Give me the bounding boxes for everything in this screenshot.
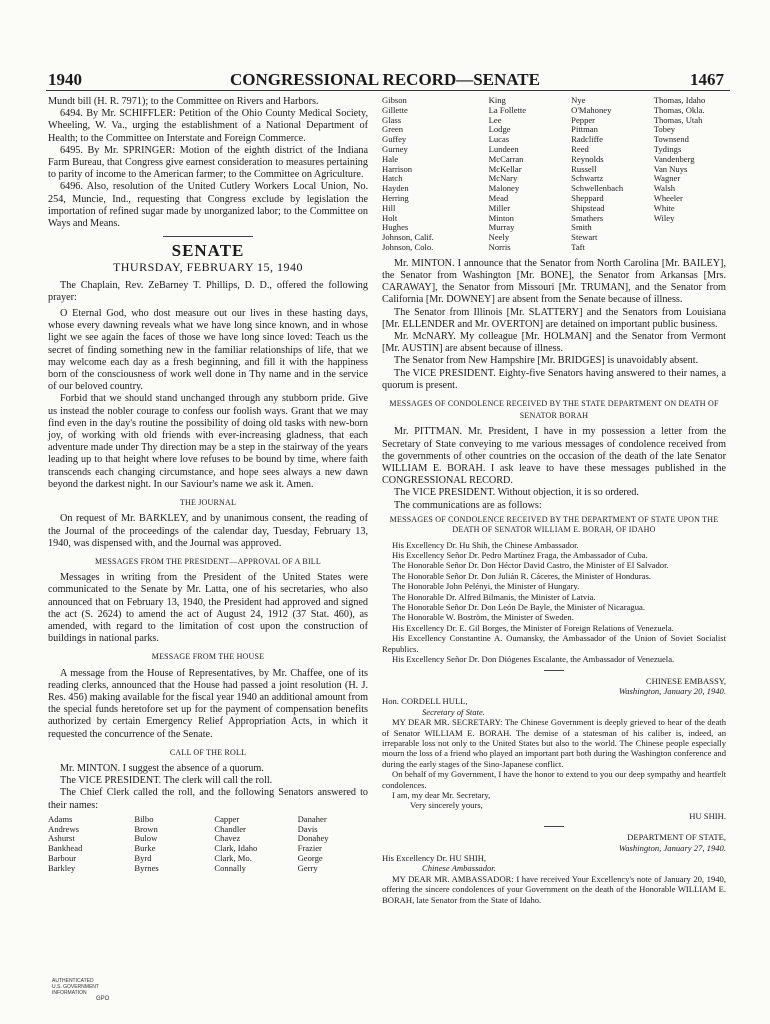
senator-name: Lucas [488,134,510,145]
senator-name: Lee [488,114,502,125]
senator-name: Lundeen [488,143,519,154]
senator-name: Gibson [382,95,407,105]
paragraph-roll-1: Mr. MINTON. I suggest the absence of a quorum. [60,762,264,774]
paragraph-6496: 6496. Also, resolution of the United Cutlery Workers Local Union, No. 254, Muncie, Ind., requesting that Congress exclude by legislation the importation of refined sugar made by unorganized labor; to the Committee on Ways and Means. [48,181,368,230]
paragraph-roll-3: The Chief Clerk called the roll, and the following Senators answered to their names: [48,787,368,811]
condolence-heading: MESSAGES OF CONDOLENCE RECEIVED BY THE STATE DEPARTMENT ON DEATH OF SENATOR BORAH [389,398,719,421]
paragraph-vice-president-2: The VICE PRESIDENT. Without objection, it is so ordered. [394,487,639,499]
session-date: THURSDAY, FEBRUARY 15, 1940 [112,260,304,275]
senator-name: Russell [571,163,597,174]
senator-name: Thomas, Okla. [653,104,705,115]
paragraph-minton: Mr. MINTON. I announce that the Senator from North Carolina [Mr. BAILEY], the Senator from Washington [Mr. BONE], the Senator from Arkansas [Mrs. CARAWAY], the Senator from Missouri [Mr. TRUMAN], and the Senator from California [Mr. DOWNEY] are absent from the Senate because of illness. [382,257,726,306]
senator-name: Barkley [48,862,76,873]
senator-name: Mead [488,192,509,203]
paragraph-prayer-1: O Eternal God, who dost measure out our lives in these hasting days, whose every dawning reveals what we have long since known, and in whose light we see again the faces of those we have long since loved: Teach us the secret of finding something new in the familiar relationships of life, that we may welcome each day as a fresh beginning, and fill it with the happiness born of the consciousness of work well done in Thy name and in the service of our beloved country. [48,308,368,393]
letter-divider [544,670,564,671]
senator-name: Davis [297,823,318,834]
names-col-8 [654,96,726,253]
senator-name: McCarran [488,153,524,164]
senator-name: Johnson, Calif. [382,232,434,243]
list-item: The Honorable John Pelényi, the Minister of Hungary. [392,581,580,592]
senator-name: Hughes [382,222,409,233]
letter-2-place: DEPARTMENT OF STATE, [627,832,726,843]
senator-name: Walsh [653,183,675,194]
letter-2-addressee: His Excellency Dr. HU SHIH, [382,853,487,863]
paragraph-illinois: The Senator from Illinois [Mr. SLATTERY] and the Senators from Louisiana [Mr. ELLENDER and Mr. OVERTON] are detained on important public business. [382,306,726,330]
senator-name: Bankhead [48,843,83,854]
list-item: His Excellency Constantine A. Oumansky, the Ambassador of the Union of Soviet Socialist Republics. [382,633,726,654]
senator-name: Taft [571,241,585,252]
senator-name: Gurney [382,143,408,154]
senator-name: Holt [382,212,398,223]
senator-name: Sheppard [571,192,604,203]
senator-name: Wiley [653,212,675,223]
paragraph-journal: On request of Mr. BARKLEY, and by unanimous consent, the reading of the Journal of the proceedings of the calendar day, Tuesday, February 13, 1940, was dispensed with, and the Journal was approved. [48,513,368,549]
letter-1-dateline: Washington, January 20, 1940. [618,685,726,696]
senator-name: Chavez [214,833,241,844]
senator-name: Connally [214,862,246,873]
paragraph-mundt: Mundt bill (H. R. 7971); to the Committee on Rivers and Harbors. [48,96,319,107]
senator-name: Frazier [297,843,322,854]
condolence-messages [382,515,726,905]
paragraph-6494: 6494. By Mr. SCHIFFLER: Petition of the Ohio County Medical Society, Wheeling, W. Va., urging the establishment of a National Department of Health; to the Committee on Interstate and Foreign Commerce. [48,108,368,144]
senator-name: Glass [382,114,402,125]
senate-heading: SENATE [171,241,245,261]
senator-name: Green [382,124,403,135]
letter-1-body: MY DEAR MR. SECRETARY: The Chinese Government is deeply grieved to hear of the death of Senator WILLIAM E. BORAH. The demise of a statesman of his caliber is, indeed, an irreparable loss not only to the United States but also to the world. The Chinese people especially mourn the loss of a friend who played an important part both during the Washington conference and during the early stages of the Sino-Japanese conflict. [382,717,726,769]
senator-name: O'Mahoney [571,104,612,115]
condolence-list-heading: MESSAGES OF CONDOLENCE RECEIVED BY THE DEPARTMENT OF STATE UPON THE DEATH OF SENATOR WILLIAM E. BORAH, OF IDAHO [389,514,719,535]
stamp-gpo: GPO [96,996,110,1002]
senator-name: Donahey [297,833,329,844]
header-year: 1940 [48,70,82,89]
letter-2-dateline: Washington, January 27, 1940. [618,842,726,853]
letter-divider [544,826,564,827]
senator-name: Tydings [653,143,682,154]
senator-name: Pittman [571,124,598,135]
header-title: CONGRESSIONAL RECORD—SENATE [229,70,540,89]
stamp-line: U.S. GOVERNMENT [52,984,99,990]
journal-heading: THE JOURNAL [179,498,237,508]
paragraph-vice-president-1: The VICE PRESIDENT. Eighty-five Senators having answered to their names, a quorum is present. [382,367,726,391]
senator-name: Guffey [382,134,407,145]
senator-name: Reynolds [571,153,604,164]
senator-name: Bulow [134,833,158,844]
paragraph-prayer-2: Forbid that we should stand unchanged through any stubborn pride. Give us instead the nobler courage to confess our foolish ways. Grant that we may find even in the day's routine the possibility of doing old tasks with new-born joy, of working with old friends with ever-increasing gladness, that each adventure made under Thy direction may be a step in the stairway of the years leading up to that height where love refuses to be bound by time, where faith transcends each changing circumstance, and hope sees always a new dawn beyond the darkest night. In our Saviour's name we ask it. Amen. [48,393,368,490]
paragraph-roll-2: The VICE PRESIDENT. The clerk will call the roll. [60,775,273,787]
senator-name: Hatch [382,173,403,184]
list-item: The Honorable Señor Dr. Don León De Bayle, the Minister of Nicaragua. [392,602,645,613]
senator-name: Norris [488,241,511,252]
senator-name: Minton [488,212,514,223]
senator-name: Hayden [382,183,409,194]
paragraph-house: A message from the House of Representatives, by Mr. Chaffee, one of its reading clerks, announced that the House had passed a joint resolution (H. J. Res. 456) making available for the fiscal year 1940 an additional amount from the special funds heretofore set up for the payment of compensation benefits authorized by certain Emergency Relief Appropriation Acts, in which it requested the concurrence of the Senate. [48,667,368,740]
names-col-3 [214,815,297,874]
header-page-number: 1467 [690,70,724,89]
roll-heading: CALL OF THE ROLL [169,747,247,757]
senator-name: Clark, Idaho [214,843,258,854]
paragraph-chaplain: The Chaplain, Rev. ZeBarney T. Phillips, D. D., offered the following prayer: [48,279,368,303]
senator-name: Thomas, Utah [653,114,703,125]
letter-2-body: MY DEAR MR. AMBASSADOR: I have received Your Excellency's note of January 20, 1940, offering the sincere condolences of your Government on the death of the Honorable WILLIAM E. BORAH, late Senator from the State of Idaho. [382,873,726,905]
senator-name: Nye [571,95,586,105]
senator-name: Tobey [653,124,676,135]
header-rule [46,90,730,91]
senator-name: Ashurst [48,833,75,844]
list-item: The Honorable Señor Dr. Don Héctor David Castro, the Minister of El Salvador. [392,560,669,571]
senator-name: Clark, Mo. [214,852,252,863]
list-item: His Excellency Señor Dr. Pedro Martínez Fraga, the Ambassador of Cuba. [392,550,648,561]
senator-name: Maloney [488,183,520,194]
senator-name: Barbour [48,852,77,863]
letter-1-body: On behalf of my Government, I have the honor to extend to you our deep sympathy and heartfelt condolences. [382,769,726,790]
list-item: The Honorable Dr. Alfred Bilmanis, the Minister of Latvia. [392,591,596,602]
senator-name: Johnson, Colo. [382,241,434,252]
paragraph-communications: The communications are as follows: [394,499,542,511]
senator-name: Van Nuys [653,163,688,174]
senator-name: Wheeler [653,192,683,203]
house-heading: MESSAGE FROM THE HOUSE [151,652,265,662]
right-column [382,96,726,905]
senator-name: Gerry [297,862,318,873]
senator-name: Hale [382,153,399,164]
list-item: His Excellency Dr. Hu Shih, the Chinese Ambassador. [392,539,579,550]
roll-names-left [48,815,368,874]
names-col-7 [571,96,654,253]
paragraph-bridges: The Senator from New Hampshire [Mr. BRIDGES] is unavoidably absent. [394,355,699,367]
names-col-5 [382,96,489,253]
senator-name: McKellar [488,163,522,174]
senator-name: Andrews [48,823,80,834]
senator-name: Byrnes [134,862,159,873]
senator-name: Schwartz [571,173,604,184]
senator-name: Chandler [214,823,246,834]
section-rule [163,236,253,237]
list-item: The Honorable W. Boström, the Minister of Sweden. [392,612,574,623]
senator-name: Townsend [653,134,689,145]
senator-name: Schwellenbach [571,183,624,194]
stamp-line: INFORMATION [52,990,87,996]
roll-names-right [382,96,726,253]
left-column [48,96,368,874]
senator-name: White [653,202,675,213]
senator-name: Gillette [382,104,408,115]
senator-name: Bilbo [134,813,154,824]
messages-heading: MESSAGES FROM THE PRESIDENT—APPROVAL OF A BILL [95,556,321,566]
senator-name: Murray [488,222,515,233]
letter-1-addressee-title: Secretary of State. [422,706,485,717]
senator-name: Miller [488,202,511,213]
senator-name: Hill [382,202,396,213]
gpo-authentication-stamp [52,978,132,1002]
names-col-6 [489,96,572,253]
stamp-line: AUTHENTICATED [52,978,94,984]
paragraph-6495: 6495. By Mr. SPRINGER: Motion of the eighth district of the Indiana Farm Bureau, that Congress give earnest consideration to measures pertaining to parity of income to the American farmer; to the Committee on Agriculture. [48,144,368,181]
names-col-2 [134,815,214,874]
senator-name: Burke [134,843,156,854]
paragraph-mcnary: Mr. McNARY. My colleague [Mr. HOLMAN] and the Senator from Vermont [Mr. AUSTIN] are absent because of illness. [382,330,726,355]
senator-name: Smathers [571,212,604,223]
senator-name: Neely [488,232,510,243]
senator-name: Wagner [653,173,681,184]
list-item: His Excellency Dr. E. Gil Borges, the Minister of Foreign Relations of Venezuela. [392,622,674,633]
senator-name: Byrd [134,852,152,863]
letter-1-addressee: Hon. CORDELL HULL, [382,696,468,707]
senator-name: Capper [214,813,240,824]
senator-name: Stewart [571,232,598,243]
letter-2-addressee-title: Chinese Ambassador. [422,863,496,874]
letter-1-signature: HU SHIH. [689,810,726,821]
letter-1-closing: Very sincerely yours, [410,800,483,811]
senator-name: Harrison [382,163,413,174]
senator-name: Adams [48,813,73,824]
senator-name: George [297,852,323,863]
senator-name: Pepper [571,114,596,125]
senator-name: Smith [571,222,592,233]
letter-1-body: I am, my dear Mr. Secretary, [392,789,491,800]
paragraph-pittman: Mr. PITTMAN. Mr. President, I have in my possession a letter from the Secretary of State conveying to me various messages of condolence received from the governments of other countries on the occasion of the death of the late Senator WILLIAM E. BORAH. I ask leave to have these messages published in the CONGRESSIONAL RECORD. [382,426,726,487]
letter-1-place: CHINESE EMBASSY, [645,675,726,686]
senator-name: Reed [571,143,589,154]
senator-name: La Follette [488,104,527,115]
senator-name: McNary [488,173,518,184]
list-item: The Honorable Señor Dr. Don Julián R. Cáceres, the Minister of Honduras. [392,570,651,581]
senator-name: Thomas, Idaho [653,95,706,105]
names-col-1 [48,815,134,874]
senator-name: Radcliffe [571,134,603,145]
paragraph-messages: Messages in writing from the President of the United States were communicated to the Senate by Mr. Latta, one of his secretaries, who also announced that on February 13, 1940, the President had approved and signed the act (S. 2624) to amend the act of August 24, 1912 (37 Stat. 460), as amended, with regard to the limitation of cost upon the construction of buildings in national parks. [48,572,368,645]
names-col-4 [298,815,368,874]
senator-name: Shipstead [571,202,605,213]
senator-name: King [488,95,506,105]
senator-name: Brown [134,823,158,834]
senator-name: Herring [382,192,409,203]
list-item: His Excellency Señor Dr. Don Diógenes Escalante, the Ambassador of Venezuela. [392,654,675,665]
senator-name: Danaher [297,813,327,824]
senator-name: Vandenberg [653,153,695,164]
senator-name: Lodge [488,124,511,135]
